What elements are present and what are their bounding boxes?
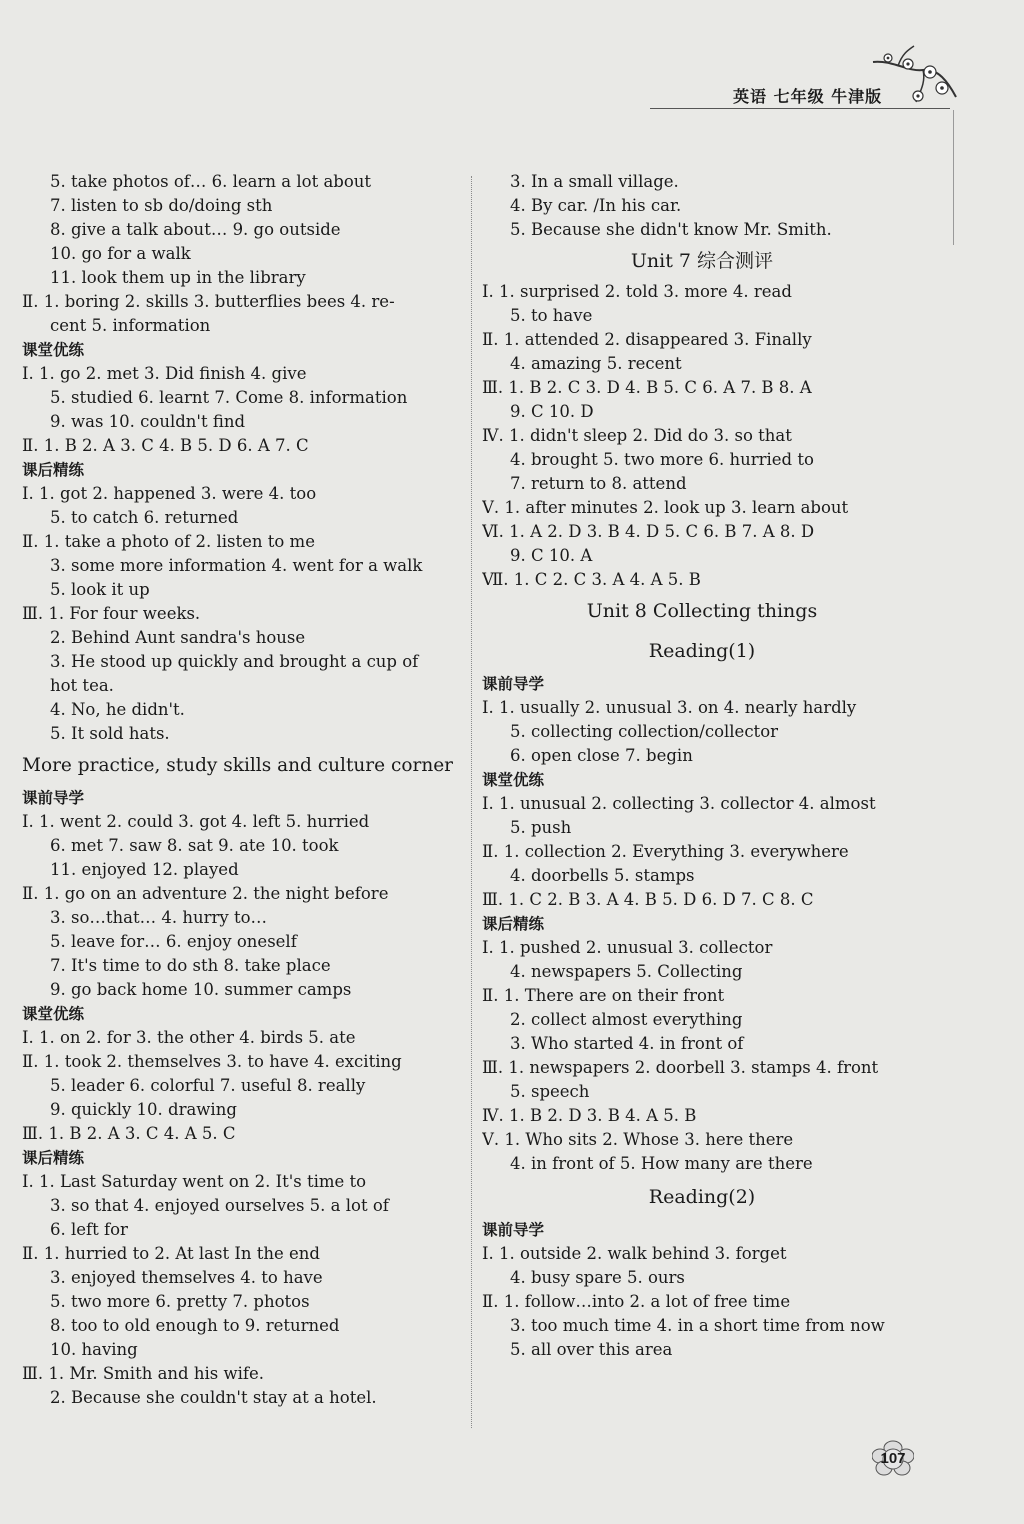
- answer-line: 9. C 10. A: [510, 546, 593, 565]
- answer-line: Ⅳ. 1. B 2. D 3. B 4. A 5. B: [482, 1106, 697, 1125]
- answer-line: Ⅰ. 1. on 2. for 3. the other 4. birds 5. ate: [22, 1028, 356, 1047]
- answer-line: Ⅰ. 1. got 2. happened 3. were 4. too: [22, 484, 317, 503]
- answer-line: Ⅳ. 1. didn't sleep 2. Did do 3. so that: [482, 426, 792, 445]
- answer-line: Ⅱ. 1. B 2. A 3. C 4. B 5. D 6. A 7. C: [22, 436, 309, 455]
- answer-line: Ⅲ. 1. Mr. Smith and his wife.: [22, 1364, 264, 1383]
- answer-line: Ⅰ. 1. outside 2. walk behind 3. forget: [482, 1244, 787, 1263]
- answer-line: Ⅱ. 1. follow…into 2. a lot of free time: [482, 1292, 791, 1311]
- answer-line: Ⅱ. 1. There are on their front: [482, 986, 725, 1005]
- answer-line: 5. It sold hats.: [50, 724, 170, 743]
- answer-line: 9. was 10. couldn't find: [50, 412, 246, 431]
- answer-line: Ⅱ. 1. hurried to 2. At last In the end: [22, 1244, 320, 1263]
- answer-line: 3. Who started 4. in front of: [510, 1034, 744, 1053]
- unit-heading: Unit 8 Collecting things: [586, 600, 818, 622]
- answer-line: 2. Because she couldn't stay at a hotel.: [50, 1388, 377, 1407]
- answer-line: 7. listen to sb do/doing sth: [50, 196, 273, 215]
- answer-line: 10. having: [50, 1340, 138, 1359]
- answer-line: cent 5. information: [50, 316, 211, 335]
- answer-line: Ⅲ. 1. B 2. C 3. D 4. B 5. C 6. A 7. B 8. A: [482, 378, 812, 397]
- answer-line: Ⅱ. 1. collection 2. Everything 3. everywhere: [482, 842, 849, 861]
- reading-subheading: Reading(1): [648, 640, 756, 662]
- answer-line: Ⅲ. 1. newspapers 2. doorbell 3. stamps 4. front: [482, 1058, 879, 1077]
- answer-line: 5. studied 6. learnt 7. Come 8. information: [50, 388, 408, 407]
- section-heading: 课堂优练: [22, 1005, 85, 1023]
- answer-line: 11. enjoyed 12. played: [50, 860, 239, 879]
- answer-line: Ⅱ. 1. boring 2. skills 3. butterflies bees 4. re-: [22, 292, 395, 311]
- header-vertical-rule: [953, 110, 954, 245]
- book-header-title: 英语 七年级 牛津版: [733, 87, 883, 106]
- answer-line: 5. all over this area: [510, 1340, 673, 1359]
- answer-line: 5. collecting collection/collector: [510, 722, 779, 741]
- answer-line: Ⅰ. 1. went 2. could 3. got 4. left 5. hurried: [22, 812, 370, 831]
- answer-line: 5. push: [510, 818, 572, 837]
- answer-line: 9. go back home 10. summer camps: [50, 980, 352, 999]
- section-heading: 课堂优练: [482, 771, 545, 789]
- answer-line: 5. to catch 6. returned: [50, 508, 239, 527]
- answer-line: Ⅱ. 1. take a photo of 2. listen to me: [22, 532, 315, 551]
- answer-line: 4. amazing 5. recent: [510, 354, 682, 373]
- answer-line: 5. take photos of… 6. learn a lot about: [50, 172, 372, 191]
- page-number-badge: [872, 1440, 914, 1476]
- section-heading: 课后精练: [482, 915, 545, 933]
- answer-line: 4. No, he didn't.: [50, 700, 185, 719]
- answer-line: 5. to have: [510, 306, 593, 325]
- answer-line: Ⅲ. 1. B 2. A 3. C 4. A 5. C: [22, 1124, 236, 1143]
- header-rule: [650, 108, 950, 109]
- answer-line: 4. doorbells 5. stamps: [510, 866, 695, 885]
- column-divider: [471, 176, 472, 1428]
- answer-line: Ⅱ. 1. attended 2. disappeared 3. Finally: [482, 330, 812, 349]
- page-number: 107: [880, 1449, 906, 1467]
- reading-subheading: Reading(2): [648, 1186, 756, 1208]
- answer-line: 5. leave for… 6. enjoy oneself: [50, 932, 297, 951]
- answer-line: 10. go for a walk: [50, 244, 191, 263]
- answer-line: 9. quickly 10. drawing: [50, 1100, 237, 1119]
- answer-line: 5. look it up: [50, 580, 150, 599]
- answer-line: 8. give a talk about… 9. go outside: [50, 220, 341, 239]
- answer-line: Ⅰ. 1. usually 2. unusual 3. on 4. nearly hardly: [482, 698, 857, 717]
- answer-line: 4. in front of 5. How many are there: [510, 1154, 813, 1173]
- right-column: [482, 170, 922, 1362]
- answer-line: 3. enjoyed themselves 4. to have: [50, 1268, 323, 1287]
- answer-line: 4. newspapers 5. Collecting: [510, 962, 743, 981]
- answer-line: Ⅰ. 1. surprised 2. told 3. more 4. read: [482, 282, 792, 301]
- answer-line: 5. Because she didn't know Mr. Smith.: [510, 220, 832, 239]
- answer-line: Ⅱ. 1. took 2. themselves 3. to have 4. exciting: [22, 1052, 402, 1071]
- section-heading: 课后精练: [22, 461, 85, 479]
- answer-line: 9. C 10. D: [510, 402, 594, 421]
- answer-line: Ⅱ. 1. go on an adventure 2. the night before: [22, 884, 389, 903]
- answer-line: 2. Behind Aunt sandra's house: [50, 628, 306, 647]
- answer-line: 3. too much time 4. in a short time from now: [510, 1316, 885, 1335]
- answer-line: Ⅰ. 1. go 2. met 3. Did finish 4. give: [22, 364, 307, 383]
- section-heading: 课前导学: [482, 675, 545, 693]
- answer-line: 5. speech: [510, 1082, 590, 1101]
- answer-line: 4. By car. /In his car.: [510, 196, 682, 215]
- answer-line: Ⅰ. 1. pushed 2. unusual 3. collector: [482, 938, 773, 957]
- answer-line: Ⅴ. 1. after minutes 2. look up 3. learn about: [482, 498, 849, 517]
- answer-line: 6. met 7. saw 8. sat 9. ate 10. took: [50, 836, 339, 855]
- answer-line: 6. open close 7. begin: [510, 746, 693, 765]
- section-heading: 课前导学: [482, 1221, 545, 1239]
- answer-line: 3. He stood up quickly and brought a cup of: [50, 652, 419, 671]
- answer-line: 4. busy spare 5. ours: [510, 1268, 685, 1287]
- answer-line: 11. look them up in the library: [50, 268, 306, 287]
- unit-heading: More practice, study skills and culture corner: [22, 755, 454, 776]
- unit-heading: Unit 7 综合测评: [630, 250, 774, 272]
- answer-line: 3. so that 4. enjoyed ourselves 5. a lot of: [50, 1196, 389, 1215]
- answer-line: Ⅲ. 1. C 2. B 3. A 4. B 5. D 6. D 7. C 8. C: [482, 890, 814, 909]
- answer-line: 3. In a small village.: [510, 172, 679, 191]
- answer-line: hot tea.: [50, 676, 114, 695]
- answer-line: 8. too to old enough to 9. returned: [50, 1316, 340, 1335]
- answer-line: 7. return to 8. attend: [510, 474, 687, 493]
- answer-line: 3. so…that… 4. hurry to…: [50, 908, 268, 927]
- answer-line: 7. It's time to do sth 8. take place: [50, 956, 331, 975]
- section-heading: 课后精练: [22, 1149, 85, 1167]
- answer-line: 5. two more 6. pretty 7. photos: [50, 1292, 310, 1311]
- answer-line: 4. brought 5. two more 6. hurried to: [510, 450, 814, 469]
- answer-line: Ⅶ. 1. C 2. C 3. A 4. A 5. B: [482, 570, 701, 589]
- answer-line: 5. leader 6. colorful 7. useful 8. really: [50, 1076, 366, 1095]
- answer-line: Ⅵ. 1. A 2. D 3. B 4. D 5. C 6. B 7. A 8. D: [482, 522, 815, 541]
- answer-line: Ⅴ. 1. Who sits 2. Whose 3. here there: [482, 1130, 794, 1149]
- section-heading: 课堂优练: [22, 341, 85, 359]
- answer-line: Ⅲ. 1. For four weeks.: [22, 604, 201, 623]
- answer-line: 2. collect almost everything: [510, 1010, 743, 1029]
- answer-line: 3. some more information 4. went for a walk: [50, 556, 423, 575]
- answer-line: Ⅰ. 1. unusual 2. collecting 3. collector 4. almost: [482, 794, 876, 813]
- answer-line: 6. left for: [50, 1220, 128, 1239]
- answer-line: Ⅰ. 1. Last Saturday went on 2. It's time to: [22, 1172, 367, 1191]
- left-column: [22, 170, 466, 1410]
- section-heading: 课前导学: [22, 789, 85, 807]
